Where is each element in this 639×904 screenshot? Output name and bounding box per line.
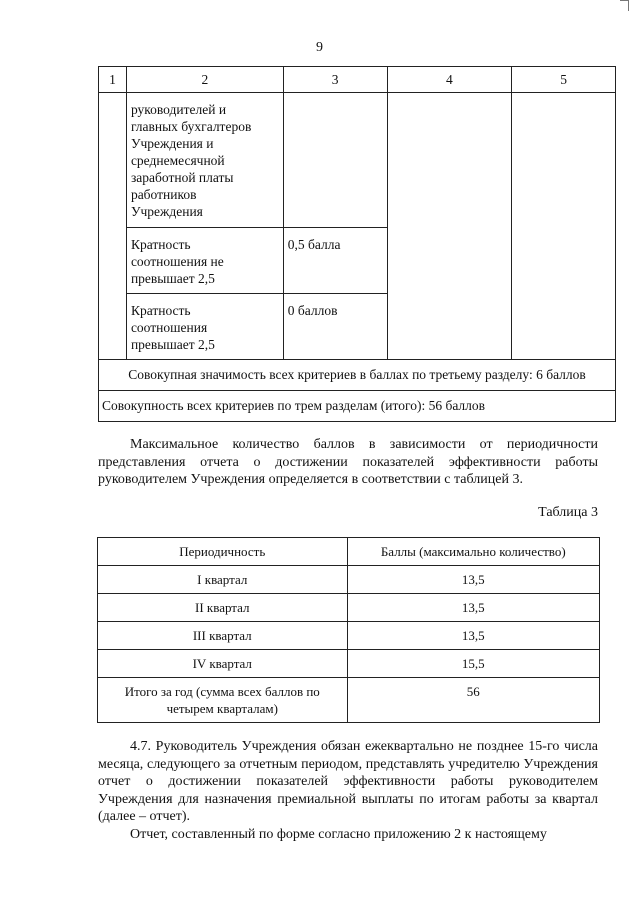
quarter-label: III квартал <box>98 622 348 650</box>
table-row <box>98 566 600 594</box>
column-number-1: 1 <box>99 67 127 93</box>
points-cell: 0,5 балла <box>283 228 387 294</box>
section-total-row <box>99 360 616 391</box>
points-header: Баллы (максимально количество) <box>347 538 599 566</box>
quarter-label: I квартал <box>98 566 348 594</box>
table-row <box>98 622 600 650</box>
empty-cell-col5 <box>512 93 616 360</box>
empty-cell-col4 <box>387 93 512 360</box>
section-total-text: Совокупная значимость всех критериев в баллах по третьему разделу: 6 баллов <box>99 360 616 391</box>
page-number: 9 <box>316 40 323 55</box>
quarter-label: II квартал <box>98 594 348 622</box>
year-total-label: Итого за год (сумма всех баллов по четырем кварталам) <box>98 678 348 723</box>
column-number-3: 3 <box>283 67 387 93</box>
periodicity-points-table <box>97 537 600 723</box>
quarter-label: IV квартал <box>98 650 348 678</box>
table-row <box>98 650 600 678</box>
empty-number-cell <box>99 93 127 360</box>
criteria-table-continuation <box>98 66 616 422</box>
page-corner-mark <box>620 0 629 11</box>
empty-points-cell <box>283 93 387 228</box>
grand-total-row <box>99 391 616 422</box>
paragraph-max-points: Максимальное количество баллов в зависимости от периодичности представления отчета о достижении показателей эффективности работы руководителем Учреждения определяется в соответствии с таблицей 3. <box>98 437 598 487</box>
paragraph-4-7: 4.7. Руководитель Учреждения обязан ежеквартально не позднее 15-го числа месяца, следующего за отчетным периодом, представлять учредителю Учреждения отчет о достижении показателей эффективности работы руководителем Учреждения для назначения премиальной выплаты по итогам работы за квартал (далее – отчет). <box>98 739 598 824</box>
paragraph-report-form: Отчет, составленный по форме согласно приложению 2 к настоящему <box>130 827 547 842</box>
grand-total-text: Совокупность всех критериев по трем разделам (итого): 56 баллов <box>99 391 616 422</box>
ratio-not-exceeds-cell: Кратность соотношения не превышает 2,5 <box>126 228 283 294</box>
points-cell: 0 баллов <box>283 294 387 360</box>
table-header-row <box>98 538 600 566</box>
quarter-points: 13,5 <box>347 566 599 594</box>
table-row <box>99 93 616 228</box>
column-number-5: 5 <box>512 67 616 93</box>
year-total-value: 56 <box>347 678 599 723</box>
table-row <box>98 594 600 622</box>
table-header-row <box>99 67 616 93</box>
periodicity-header: Периодичность <box>98 538 348 566</box>
quarter-points: 13,5 <box>347 594 599 622</box>
ratio-exceeds-cell: Кратность соотношения превышает 2,5 <box>126 294 283 360</box>
table-3-caption: Таблица 3 <box>538 505 598 520</box>
column-number-2: 2 <box>126 67 283 93</box>
year-total-row <box>98 678 600 723</box>
quarter-points: 15,5 <box>347 650 599 678</box>
column-number-4: 4 <box>387 67 512 93</box>
criterion-description-cell: руководителей и главных бухгалтеров Учреждения и среднемесячной заработной платы работников Учреждения <box>126 93 283 228</box>
quarter-points: 13,5 <box>347 622 599 650</box>
